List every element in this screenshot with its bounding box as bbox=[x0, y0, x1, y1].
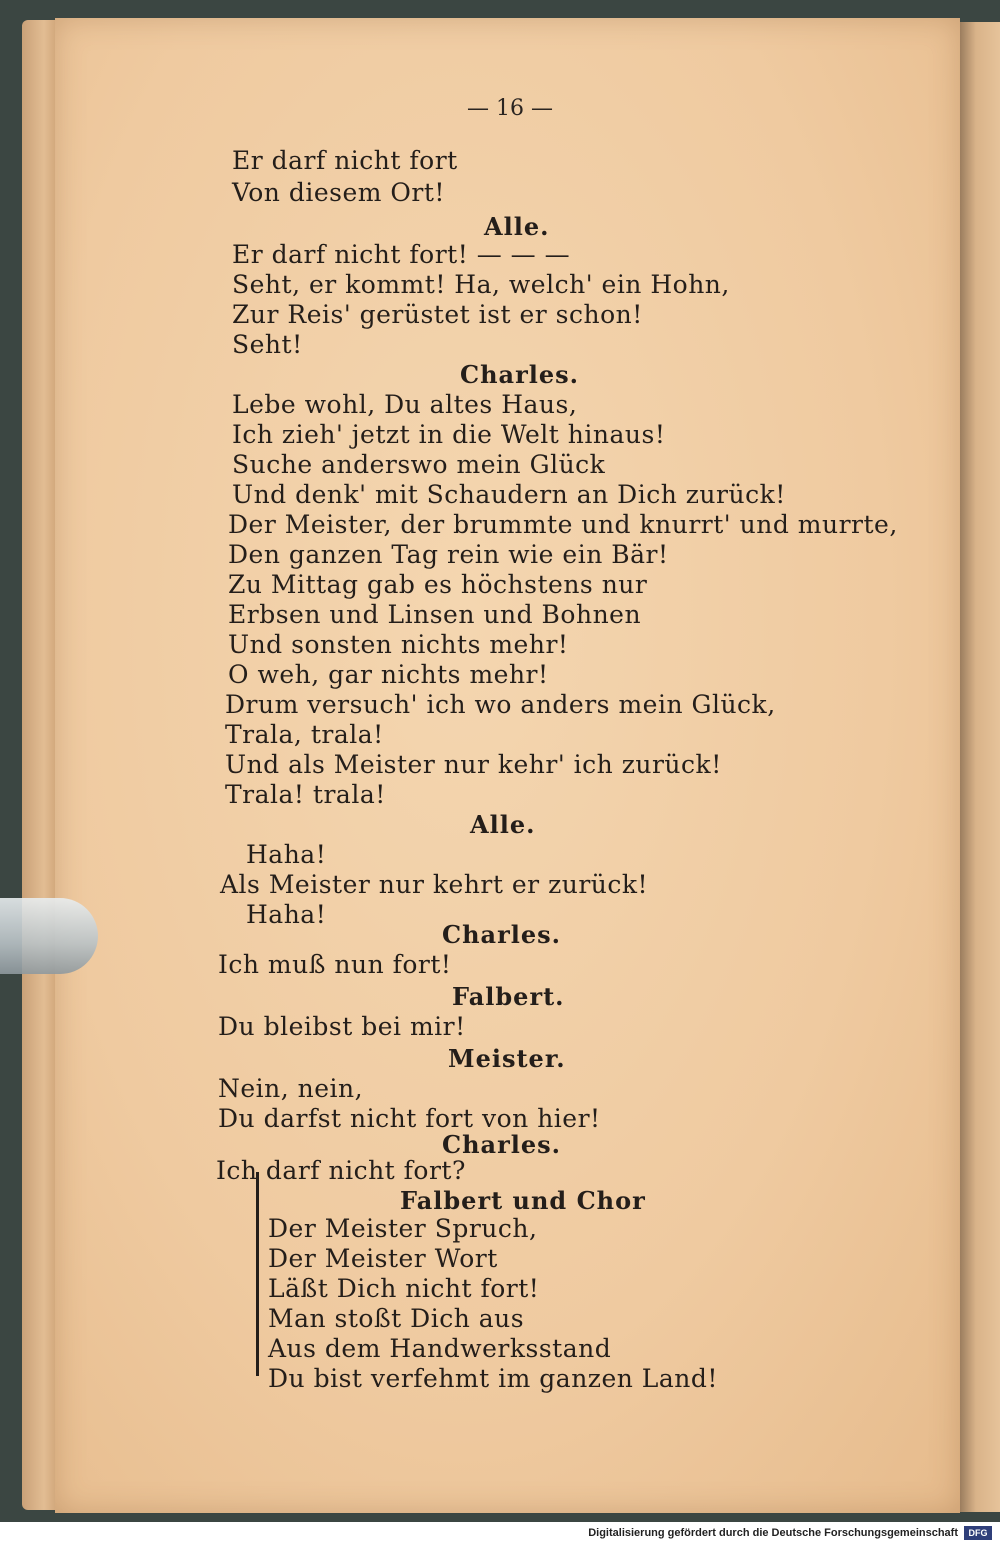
text-line: Suche anderswo mein Glück bbox=[232, 450, 606, 479]
text-line: Von diesem Ort! bbox=[232, 178, 445, 207]
text-line: Und als Meister nur kehr' ich zurück! bbox=[225, 750, 722, 779]
text-line: Du bleibst bei mir! bbox=[218, 1012, 466, 1041]
funding-credit: Digitalisierung gefördert durch die Deutsche Forschungsgemeinschaft bbox=[588, 1527, 958, 1539]
text-line: Du bist verfehmt im ganzen Land! bbox=[268, 1364, 718, 1393]
text-line: Haha! bbox=[246, 900, 327, 929]
text-line: Zur Reis' gerüstet ist er schon! bbox=[232, 300, 643, 329]
page-clip bbox=[0, 898, 98, 974]
text-line: Er darf nicht fort bbox=[232, 146, 458, 175]
text-line: Trala! trala! bbox=[225, 780, 386, 809]
speaker-name: Falbert und Chor bbox=[400, 1186, 646, 1215]
text-line: Der Meister Wort bbox=[268, 1244, 498, 1273]
chorus-bracket bbox=[256, 1172, 259, 1376]
text-line: Zu Mittag gab es höchstens nur bbox=[228, 570, 648, 599]
text-line: Der Meister Spruch, bbox=[268, 1214, 538, 1243]
text-line: Aus dem Handwerksstand bbox=[268, 1334, 612, 1363]
text-line: O weh, gar nichts mehr! bbox=[228, 660, 549, 689]
speaker-name: Charles. bbox=[442, 1130, 561, 1159]
text-line: Den ganzen Tag rein wie ein Bär! bbox=[228, 540, 669, 569]
text-line: Nein, nein, bbox=[218, 1074, 364, 1103]
text-line: Ich muß nun fort! bbox=[218, 950, 452, 979]
text-line: Du darfst nicht fort von hier! bbox=[218, 1104, 601, 1133]
speaker-name: Alle. bbox=[484, 212, 550, 241]
text-line: Seht, er kommt! Ha, welch' ein Hohn, bbox=[232, 270, 730, 299]
footer-bar bbox=[0, 1522, 1000, 1545]
text-line: Haha! bbox=[246, 840, 327, 869]
text-line: Man stoßt Dich aus bbox=[268, 1304, 525, 1333]
text-line: Trala, trala! bbox=[225, 720, 384, 749]
text-line: Lebe wohl, Du altes Haus, bbox=[232, 390, 578, 419]
text-line: Seht! bbox=[232, 330, 303, 359]
speaker-name: Charles. bbox=[442, 920, 561, 949]
text-line: Erbsen und Linsen und Bohnen bbox=[228, 600, 642, 629]
speaker-name: Charles. bbox=[460, 360, 579, 389]
text-line: Als Meister nur kehrt er zurück! bbox=[220, 870, 649, 899]
text-line: Ich darf nicht fort? bbox=[216, 1156, 466, 1185]
speaker-name: Meister. bbox=[448, 1044, 566, 1073]
text-line: Drum versuch' ich wo anders mein Glück, bbox=[225, 690, 776, 719]
dfg-logo: DFG bbox=[964, 1526, 992, 1540]
text-line: Und denk' mit Schaudern an Dich zurück! bbox=[232, 480, 786, 509]
next-page-edge bbox=[960, 22, 1000, 1512]
text-line: Und sonsten nichts mehr! bbox=[228, 630, 569, 659]
text-line: Der Meister, der brummte und knurrt' und murrte, bbox=[228, 510, 898, 539]
page-number: — 16 — bbox=[467, 96, 553, 121]
text-line: Er darf nicht fort! — — — bbox=[232, 240, 571, 269]
speaker-name: Falbert. bbox=[452, 982, 565, 1011]
text-line: Läßt Dich nicht fort! bbox=[268, 1274, 540, 1303]
text-line: Ich zieh' jetzt in die Welt hinaus! bbox=[232, 420, 666, 449]
speaker-name: Alle. bbox=[470, 810, 536, 839]
